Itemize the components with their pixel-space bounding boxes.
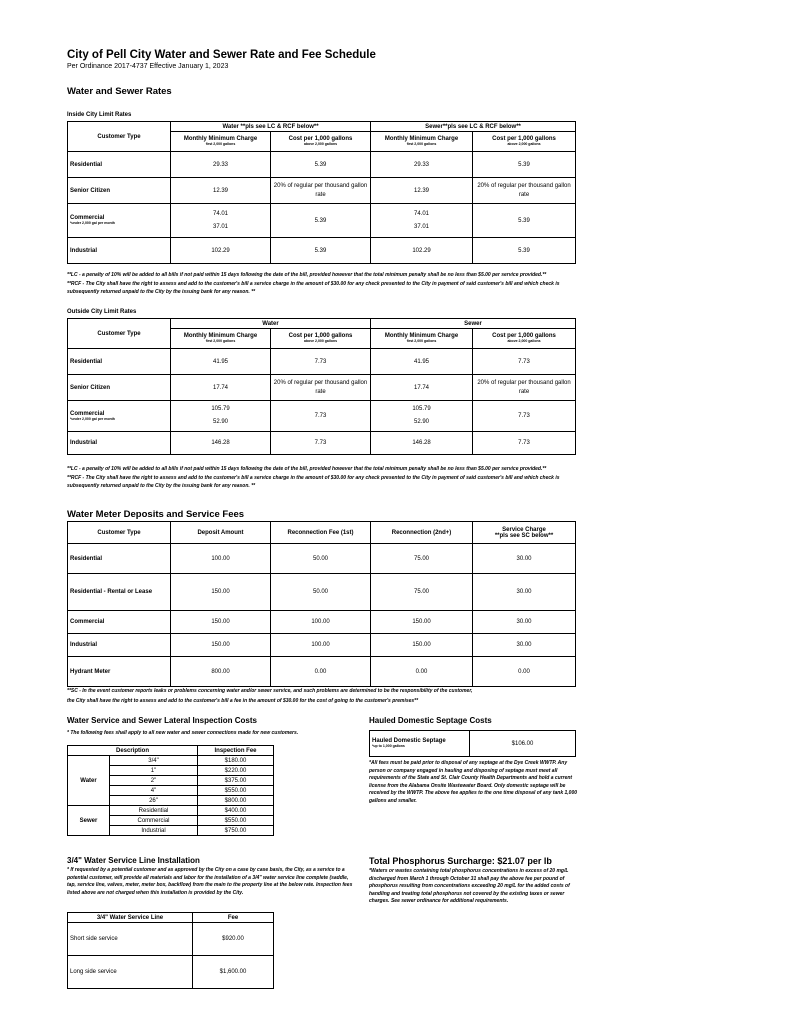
table-row: Hydrant Meter 800.00 0.00 0.00 0.00 (68, 657, 576, 687)
col-customer-type: Customer Type (68, 319, 171, 349)
col-description: Description (68, 746, 198, 756)
table-row: Commercial *under 2,000 gal per month 105.79 52.90 7.73 105.79 52.90 7.73 (68, 401, 576, 432)
service-line-table (67, 912, 274, 989)
inspection-note: * The following fees shall apply to all new water and sewer connections made for new customers. (67, 730, 299, 736)
table-row: 1" $220.00 (68, 766, 274, 776)
col-sewer-group: Sewer**pls see LC & RCF below** (371, 122, 576, 132)
table-row: Short side service $920.00 (68, 923, 274, 956)
table-row: Residential - Rental or Lease 150.00 50.00 75.00 30.00 (68, 574, 576, 611)
table-row: 26" $800.00 (68, 796, 274, 806)
table-row: Residential 100.00 50.00 75.00 30.00 (68, 544, 576, 574)
table-row: 2" $375.00 (68, 776, 274, 786)
col-sewer-min: Monthly Minimum Charge first 2,000 gallons (371, 132, 473, 152)
inside-rates-table (67, 121, 576, 264)
outside-rcf-note: **RCF - The City shall have the right to assess and add to the customer's bill a service charge in the amount of $30.00 for any check presented to the City in payment of said customer's bill and which check is subsequently returned unpaid to the City by the issuing bank for any reason. ** (67, 475, 560, 489)
col-customer-type: Customer Type (68, 122, 171, 152)
inside-rates-label: Inside City Limit Rates (67, 112, 132, 118)
table-row: Industrial 150.00 100.00 150.00 30.00 (68, 634, 576, 657)
water-group-label: Water (68, 756, 110, 806)
col-water-cost: Cost per 1,000 gallons above 2,000 gallons (271, 132, 371, 152)
service-line-heading: 3/4" Water Service Line Installation (67, 856, 200, 865)
sc-note-2: the City shall have the right to assess and add to the customer's bill a fee in the amount of $30.00 for the cost of going to the customer's premises** (67, 698, 419, 704)
page-title: City of Pell City Water and Sewer Rate and Fee Schedule (67, 49, 376, 61)
col-sewer-cost: Cost per 1,000 gallons above 2,000 gallons (473, 132, 576, 152)
table-row: Senior Citizen 12.39 20% of regular per thousand gallon rate 12.39 20% of regular per thousand gallon rate (68, 178, 576, 204)
table-row: Commercial 150.00 100.00 150.00 30.00 (68, 611, 576, 634)
table-row: Industrial 146.28 7.73 146.28 7.73 (68, 432, 576, 455)
page-subtitle: Per Ordinance 2017-4737 Effective January 1, 2023 (67, 63, 229, 70)
table-row: Commercial $550.00 (68, 816, 274, 826)
sc-note-1: **SC - In the event customer reports leaks or problems concerning water and/or sewer service, and such problems are determined to be the responsibility of the customer, (67, 688, 473, 694)
service-line-note: * If requested by a potential customer and as approved by the City on a case by case basis, the City, as a service to a potential customer, will provide all materials and labor for the installation of a 3/4" water service line complete (saddle, tap, service line, valves, meter, meter box, backflow) from the main to the property line at the below rate. Inspection fees listed above are not charged when this installation is provided by the City. (67, 867, 353, 896)
inspection-heading: Water Service and Sewer Lateral Inspection Costs (67, 716, 257, 725)
rates-heading: Water and Sewer Rates (67, 86, 172, 97)
inspection-table (67, 745, 274, 836)
phosphorus-note: *Waters or wastes containing total phosphorus concentrations in excess of 20 mg/L discharged from March 1 through October 31 shall pay the above fee per pound of phosphorus resulting from concentrations exceeding 20 mg/L for the added costs of handling and treating total phosphorus not covered by the existing taxes or sewer charges. See sewer ordinance for additional requirements. (369, 868, 570, 904)
deposits-table (67, 521, 576, 687)
col-water-min: Monthly Minimum Charge first 2,000 gallons (171, 132, 271, 152)
table-row: Commercial *under 2,000 gal per month 74.01 37.01 5.39 74.01 37.01 5.39 (68, 204, 576, 238)
col-water-min: Monthly Minimum Charge first 2,000 gallons (171, 329, 271, 349)
septage-note: *All fees must be paid prior to disposal of any septage at the Dye Creek WWTP. Any person or company engaged in hauling and disposing of septage must meet all requirements of the State and St. Clair County Health Departments and hold a current license from the Alabama Onsite Wastewater Board. Only domestic septage will be received by the WWTP. The above fee applies to the one time disposal of any tank 1,000 gallons and smaller. (369, 760, 578, 804)
sewer-group-label: Sewer (68, 806, 110, 836)
col-water-cost: Cost per 1,000 gallons above 2,000 gallons (271, 329, 371, 349)
col-water-group: Water (171, 319, 371, 329)
inside-rcf-note: **RCF - The City shall have the right to assess and add to the customer's bill a service charge in the amount of $30.00 for any check presented to the City in payment of said customer's bill and which check is subsequently returned unpaid to the City by the issuing bank for any reason. ** (67, 281, 560, 295)
septage-heading: Hauled Domestic Septage Costs (369, 716, 492, 725)
col-reconnection-1: Reconnection Fee (1st) (271, 522, 371, 544)
table-row: Industrial $750.00 (68, 826, 274, 836)
col-deposit: Deposit Amount (171, 522, 271, 544)
col-customer-type: Customer Type (68, 522, 171, 544)
table-row: Residential 29.33 5.39 29.33 5.39 (68, 152, 576, 178)
col-service-charge: Service Charge **pls see SC below** (473, 522, 576, 544)
table-row: Sewer Residential $400.00 (68, 806, 274, 816)
col-service-line: 3/4" Water Service Line (68, 913, 193, 923)
outside-lc-note: **LC - a penalty of 10% will be added to all bills if not paid within 15 days following the date of the bill, provided however that the total minimum penalty shall be no less than $5.00 per service provided.** (67, 466, 547, 472)
table-row: Water 3/4" $180.00 (68, 756, 274, 766)
table-row: Residential 41.95 7.73 41.95 7.73 (68, 349, 576, 375)
outside-rates-label: Outside City Limit Rates (67, 309, 137, 315)
phosphorus-heading: Total Phosphorus Surcharge: $21.07 per lb (369, 856, 552, 866)
col-fee: Fee (193, 913, 274, 923)
col-sewer-cost: Cost per 1,000 gallons above 2,000 gallons (473, 329, 576, 349)
deposits-heading: Water Meter Deposits and Service Fees (67, 509, 245, 520)
table-row: Senior Citizen 17.74 20% of regular per thousand gallon rate 17.74 20% of regular per thousand gallon rate (68, 375, 576, 401)
col-reconnection-2: Reconnection (2nd+) (371, 522, 473, 544)
table-row: 4" $550.00 (68, 786, 274, 796)
col-sewer-min: Monthly Minimum Charge first 2,000 gallons (371, 329, 473, 349)
inside-lc-note: **LC - a penalty of 10% will be added to all bills if not paid within 15 days following the date of the bill, provided however that the total minimum penalty shall be no less than $5.00 per service provided.** (67, 272, 547, 278)
table-row: Industrial 102.29 5.39 102.29 5.39 (68, 238, 576, 264)
col-sewer-group: Sewer (371, 319, 576, 329)
septage-table (369, 730, 576, 757)
outside-rates-table (67, 318, 576, 455)
col-water-group: Water **pls see LC & RCF below** (171, 122, 371, 132)
table-row: Long side service $1,600.00 (68, 956, 274, 989)
col-inspection-fee: Inspection Fee (198, 746, 274, 756)
table-row: Hauled Domestic Septage *up to 1,000 gallons $106.00 (370, 731, 576, 757)
